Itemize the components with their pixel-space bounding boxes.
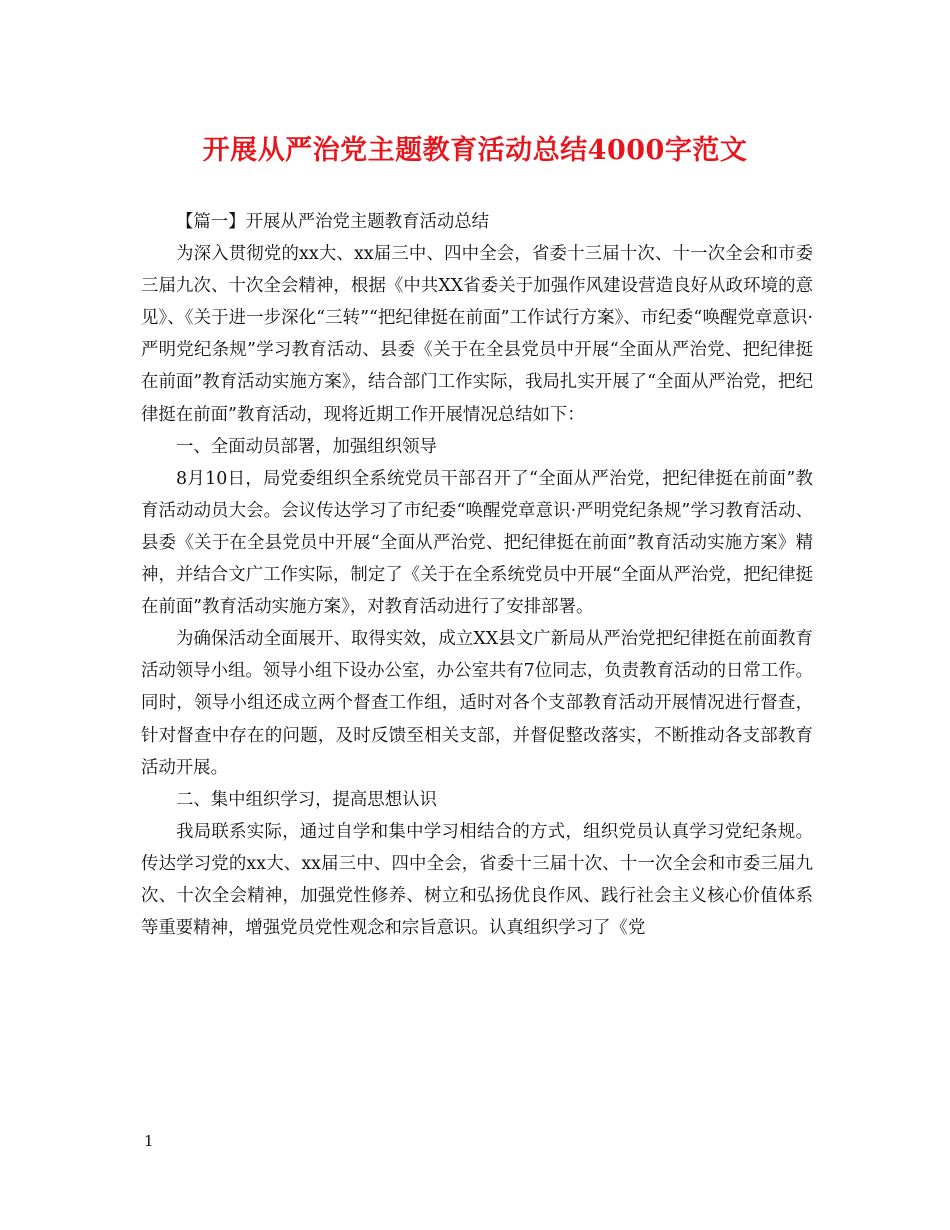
paragraph-leadership-group: 为确保活动全面展开、取得实效，成立XX县文广新局从严治党把纪律挺在前面教育活动领导小组。领导小组下设办公室，办公室共有7位同志，负责教育活动的日常工作。同时，领导小组还成立两个督查工作组，适时对各个支部教育活动开展情况进行督查，针对督查中存在的问题，及时反馈至相关支部，并督促整改落实，不断推动各支部教育活动开展。 [141,629,813,778]
section-heading-part-one: 【篇一】开展从严治党主题教育活动总结 [176,212,490,232]
section-heading-1: 一、全面动员部署，加强组织领导 [176,436,437,457]
section-heading-2: 二、集中组织学习，提高思想认识 [176,789,437,810]
paragraph-mobilization: 8月10日，局党委组织全系统党员干部召开了“全面从严治党，把纪律挺在前面”教育活动动员大会。会议传达学习了市纪委“唤醒党章意识·严明党纪条规”学习教育活动、县委《关于在全县党员中开展“全面从严治党、把纪律挺在前面”教育活动实施方案》精神，并结合文广工作实际，制定了《关于在全系统党员中开展“全面从严治党，把纪律挺在前面”教育活动实施方案》，对教育活动进行了安排部署。 [141,468,813,618]
paragraph-intro: 为深入贯彻党的xx大、xx届三中、四中全会，省委十三届十次、十一次全会和市委三届九次、十次全会精神，根据《中共XX省委关于加强作风建设营造良好从政环境的意见》、《关于进一步深化“三转”“把纪律挺在前面”工作试行方案》、市纪委“唤醒党章意识·严明党纪条规”学习教育活动、县委《关于在全县党员中开展“全面从严治党、把纪律挺在前面”教育活动实施方案》，结合部门工作实际，我局扎实开展了“全面从严治党，把纪律挺在前面”教育活动，现将近期工作开展情况总结如下： [141,244,813,425]
document-body [141,206,813,944]
paragraph-study: 我局联系实际，通过自学和集中学习相结合的方式，组织党员认真学习党纪条规。传达学习党的xx大、xx届三中、四中全会，省委十三届十次、十一次全会和市委三届九次、十次全会精神，加强党性修养、树立和弘扬优良作风、践行社会主义核心价值体系等重要精神，增强党员党性观念和宗旨意识。认真组织学习了《党 [141,821,813,939]
page-number: 1 [144,1132,154,1150]
document-title: 开展从严治党主题教育活动总结4000字范文 [202,135,748,166]
